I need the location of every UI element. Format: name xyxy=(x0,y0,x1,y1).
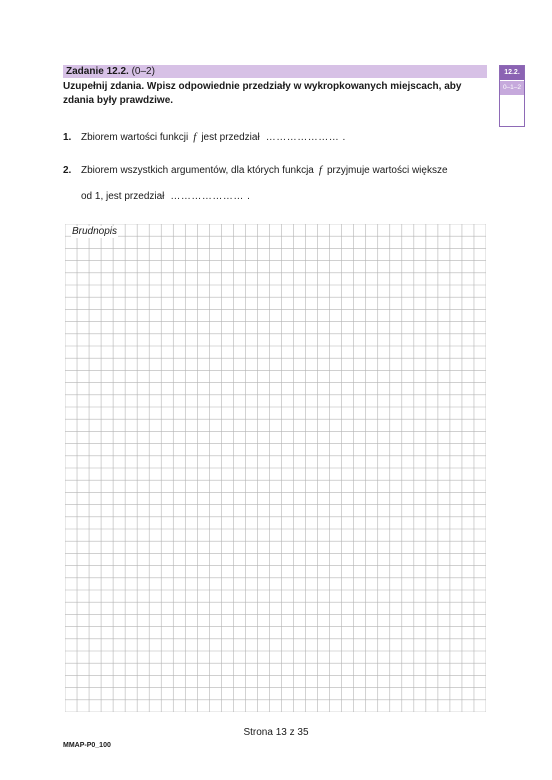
question-text-after: jest przedział xyxy=(201,132,260,143)
score-range: 0–1–2 xyxy=(500,80,524,95)
task-header xyxy=(63,65,487,78)
grid-lines xyxy=(65,224,486,712)
scratchpad-grid[interactable] xyxy=(65,224,486,712)
answer-blank-2[interactable]: ………………… . xyxy=(170,191,251,202)
score-task-id: 12.2. xyxy=(500,66,524,80)
question-text: Zbiorem wartości funkcji xyxy=(81,132,189,143)
function-symbol: f xyxy=(318,164,322,176)
document-code: MMAP-P0_100 xyxy=(63,742,111,749)
answer-blank-1[interactable]: ………………… . xyxy=(265,132,346,143)
question-number: 2. xyxy=(63,165,72,176)
function-symbol: f xyxy=(193,131,197,143)
question-text-after: przyjmuje wartości większe xyxy=(326,165,448,176)
question-2-continuation xyxy=(81,190,250,203)
question-continuation: od 1, jest przedział xyxy=(81,191,165,202)
task-title: Zadanie 12.2. xyxy=(66,66,129,77)
task-instruction: Uzupełnij zdania. Wpisz odpowiednie przedziały w wykropkowanych miejscach, aby zdania były prawdziwe. xyxy=(63,81,462,106)
task-points: (0–2) xyxy=(131,66,155,77)
page-number: Strona 13 z 35 xyxy=(243,727,309,738)
scratchpad-label: Brudnopis xyxy=(72,226,118,237)
score-box xyxy=(499,65,525,127)
question-number: 1. xyxy=(63,132,72,143)
question-text: Zbiorem wszystkich argumentów, dla których funkcja xyxy=(81,165,314,176)
question-2 xyxy=(63,164,448,177)
question-1 xyxy=(63,131,346,144)
